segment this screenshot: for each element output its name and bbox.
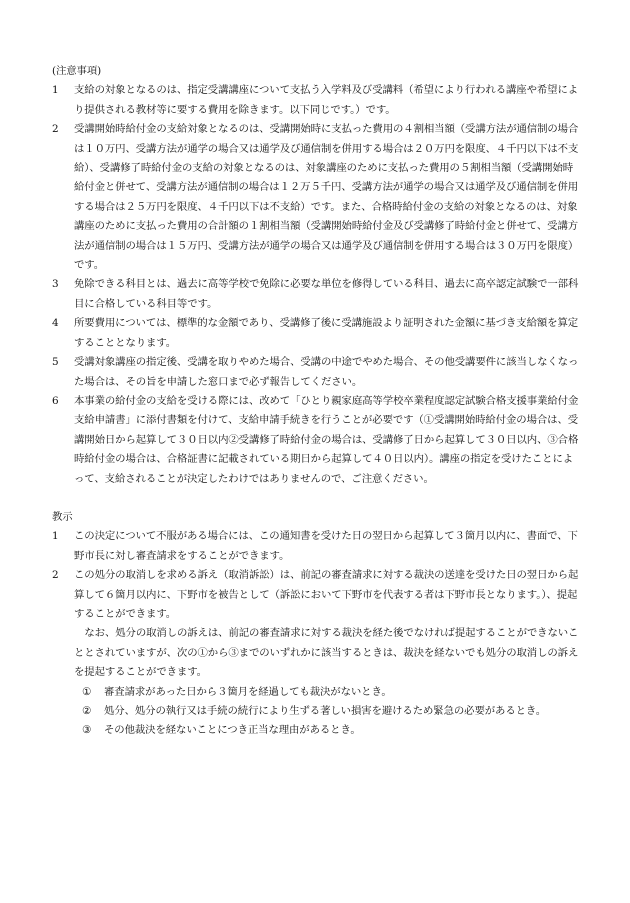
instruction-heading: 教示 xyxy=(52,510,73,523)
instruction-note-paragraph: なお、処分の取消しの訴えは、前記の審査請求に対する裁決を経た後でなければ提起することができないこととされていますが、次の①から③までのいずれかに該当するときは、裁決を経ないでも処分の取消しの訴えを提起することができます。 xyxy=(74,627,579,679)
circled-item-3 xyxy=(82,721,580,740)
document-body xyxy=(52,62,580,741)
circled-item-2 xyxy=(82,702,580,721)
note-text: 免除できる科目とは、過去に高等学校で免除に必要な単位を修得している科目、過去に高卒認定試験で一部科目に合格している科目等です。 xyxy=(74,278,579,310)
instruction-item-2 xyxy=(52,566,580,624)
note-item-4 xyxy=(52,314,580,353)
note-number: 6 xyxy=(52,394,59,407)
circled-text: その他裁決を経ないことにつき正当な理由があるとき。 xyxy=(104,724,361,737)
note-item-6 xyxy=(52,392,580,489)
instruction-number: 1 xyxy=(52,530,59,543)
instruction-item-1 xyxy=(52,527,580,566)
instruction-text: この処分の取消しを求める訴え（取消訴訟）は、前記の審査請求に対する裁決の送達を受けた日の翌日から起算して６箇月以内に、下野市を被告として（訴訟において下野市を代表する者は下野市長となります。）、提起することができます。 xyxy=(74,569,579,620)
circled-text: 審査請求があった日から３箇月を経過しても裁決がないとき。 xyxy=(104,685,392,698)
note-number: 3 xyxy=(52,278,59,291)
note-text: 受講開始時給付金の支給対象となるのは、受講開始時に支払った費用の４割相当額（受講方法が通信制の場合は１０万円、受講方法が通学の場合又は通学及び通信制を併用する場合は２０万円を限度、４千円以下は不支給）、受講修了時給付金の支給の対象となるのは、対象講座のために支払った費用の５割相当額（受講開始時給付金と併せて、受講方法が通信制の場合は１２万５千円、受講方法が通学の場合又は通学及び通信制を併用する場合は２５万円を限度、４千円以下は不支給）です。また、合格時給付金の支給の対象となるのは、対象講座のために支払った費用の合計額の１割相当額（受講開始時給付金及び受講修了時給付金と併せて、受講方法が通信制の場合は１５万円、受講方法が通学の場合又は通学及び通信制を併用する場合は３０万円を限度）です。 xyxy=(74,123,579,272)
note-number: 5 xyxy=(52,356,59,369)
note-item-2 xyxy=(52,120,580,275)
section-spacer xyxy=(52,489,580,508)
circled-mark: ③ xyxy=(82,724,92,737)
circled-mark: ① xyxy=(82,685,92,698)
note-number: 4 xyxy=(52,317,59,330)
notes-heading: (注意事項) xyxy=(52,65,102,77)
note-text: 受講対象講座の指定後、受講を取りやめた場合、受講の中途でやめた場合、その他受講要件に該当しなくなった場合は、その旨を申請した窓口まで必ず報告してください。 xyxy=(74,356,579,388)
instruction-number: 2 xyxy=(52,569,59,582)
instruction-text: この決定について不服がある場合には、この通知書を受けた日の翌日から起算して３箇月以内に、書面で、下野市長に対し審査請求をすることができます。 xyxy=(74,530,578,562)
note-item-5 xyxy=(52,353,580,392)
note-item-1 xyxy=(52,81,580,120)
note-text: 所要費用については、標準的な金額であり、受講修了後に受講施設より証明された金額に基づき支給額を算定することとなります。 xyxy=(74,317,579,349)
circled-mark: ② xyxy=(82,705,92,717)
note-text: 本事業の給付金の支給を受ける際には、改めて「ひとり親家庭高等学校卒業程度認定試験合格支援事業給付金支給申請書」に添付書類を付けて、支給申請手続きを行うことが必要です（①受講開始時給付金の場合は、受講開始日から起算して３０日以内②受講修了時給付金の場合は、受講修了日から起算して３０日以内、③合格時給付金の場合は、合格証書に記載されている期日から起算して４０日以内）。講座の指定を受けたことによって、支給されることが決定したわけではありませんので、ご注意ください。 xyxy=(74,394,579,485)
note-text: 支給の対象となるのは、指定受講講座について支払う入学料及び受講料（希望により行われる講座や希望により提供される教材等に要する費用を除きます。以下同じです。）です。 xyxy=(74,84,579,116)
circled-text: 処分、処分の執行又は手続の続行により生ずる著しい損害を避けるため緊急の必要があるとき。 xyxy=(104,705,547,717)
circled-item-1 xyxy=(82,683,580,702)
note-item-3 xyxy=(52,275,580,314)
note-number: 2 xyxy=(52,123,59,136)
note-number: 1 xyxy=(52,84,59,97)
